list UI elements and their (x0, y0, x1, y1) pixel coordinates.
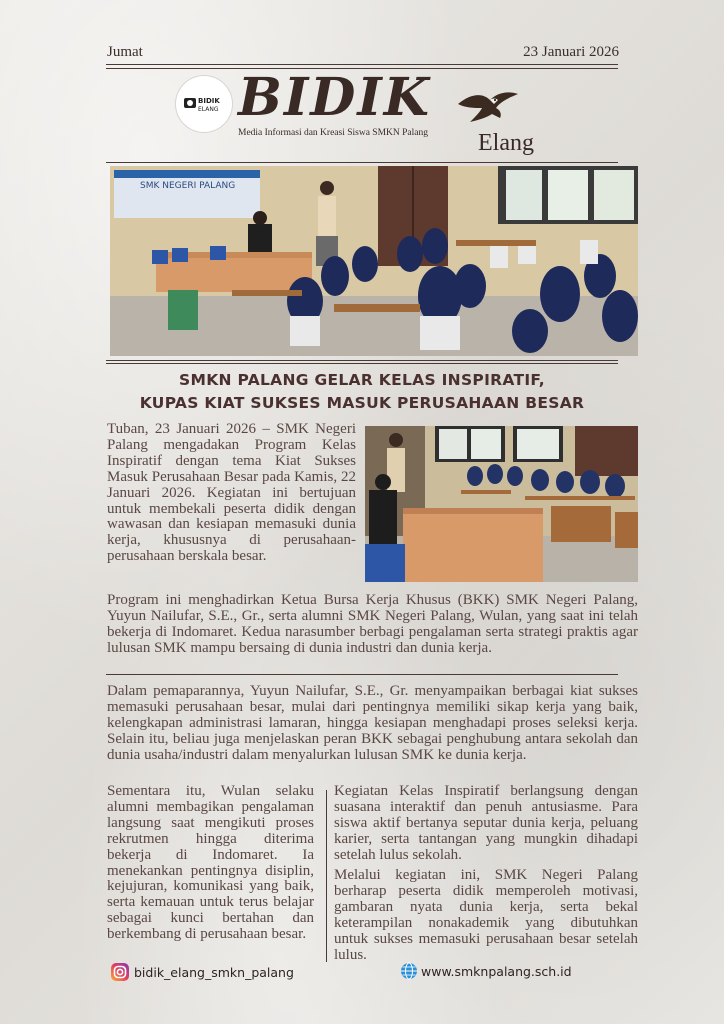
article-paragraph-6: Melalui kegiatan ini, SMK Negeri Palang berharap peserta didik memperoleh motivasi, gambaran nyata dunia kerja, serta bekal keterampilan nonakademik yang dibutuhkan untuk sukses memasuki perusahaan besar setelah lulus. (334, 867, 638, 963)
headline-line-2: KUPAS KIAT SUKSES MASUK PERUSAHAAN BESAR (139, 394, 585, 412)
article-paragraph-3: Dalam pemaparannya, Yuyun Nailufar, S.E., Gr. menyampaikan berbagai kiat sukses memasuki perusahaan besar, mulai dari pentingnya memiliki sikap kerja yang baik, kelengkapan administrasi lamaran, hingga kesiapan menghadapi proses seleksi kerja. Selain itu, beliau juga menjelaskan peran BKK sebagai penghubung antara sekolah dan dunia usaha/industri dalam menyalurkan lulusan SMK ke dunia kerja. (107, 683, 638, 763)
article-paragraph-4: Sementara itu, Wulan selaku alumni membagikan pengalaman langsung saat mengikuti proses rekrutmen hingga diterima bekerja di Indomaret. Ia menekankan pentingnya disiplin, kejujuran, komunikasi yang baik, serta kemauan untuk terus belajar sebagai kunci bertahan dan berkembang di perusahaan besar. (107, 783, 314, 943)
logo-emblem-icon (182, 92, 226, 116)
classroom-photo-image (110, 166, 638, 356)
classroom-photo-2-image (365, 426, 638, 582)
footer-instagram[interactable] (110, 962, 294, 982)
masthead-subtitle: Elang (478, 130, 534, 156)
instagram-icon (110, 962, 130, 982)
footer-website[interactable] (400, 962, 572, 980)
photo-rule-1 (106, 360, 618, 361)
school-logo (176, 76, 232, 132)
issue-day: Jumat (107, 44, 143, 60)
section-rule (106, 674, 618, 675)
secondary-photo (365, 426, 638, 582)
headline-line-1: SMKN PALANG GELAR KELAS INSPIRATIF, (179, 371, 545, 389)
article-paragraph-5: Kegiatan Kelas Inspiratif berlangsung dengan suasana interaktif dan penuh antusiasme. Para siswa aktif bertanya seputar dunia kerja, peluang karier, serta tantangan yang mungkin dihadapi setelah lulus sekolah. (334, 783, 638, 863)
masthead-tagline: Media Informasi dan Kreasi Siswa SMKN Palang (238, 128, 428, 138)
eagle-icon (456, 88, 520, 132)
globe-icon (400, 962, 418, 980)
website-url[interactable]: www.smknpalang.sch.id (421, 963, 572, 979)
banner-text: SMK NEGERI PALANG (140, 181, 236, 191)
main-photo (110, 166, 638, 356)
instagram-handle[interactable]: bidik_elang_smkn_palang (134, 964, 294, 980)
masthead-title: BIDIK (238, 67, 431, 128)
issue-date: 23 Januari 2026 (523, 44, 619, 60)
header-rule-top (106, 64, 618, 65)
svg-text:BIDIK: BIDIK (198, 97, 220, 105)
photo-rule-2 (106, 363, 618, 364)
article-headline (106, 369, 618, 415)
svg-text:ELANG: ELANG (198, 106, 219, 113)
article-paragraph-1: Tuban, 23 Januari 2026 – SMK Negeri Palang mengadakan Program Kelas Inspiratif dengan tema Kiat Sukses Masuk Perusahaan Besar pada Kamis, 22 Januari 2026. Kegiatan ini bertujuan untuk membekali peserta didik dengan wawasan dan kesiapan memasuki dunia kerja, khususnya di perusahaan-perusahaan berskala besar. (107, 421, 356, 565)
column-divider (326, 790, 327, 962)
masthead-rule (106, 162, 618, 163)
article-paragraph-2: Program ini menghadirkan Ketua Bursa Kerja Khusus (BKK) SMK Negeri Palang, Yuyun Nailufar, S.E., Gr., serta alumni SMK Negeri Palang, Wulan, yang saat ini telah bekerja di Indomaret. Kedua narasumber berbagi pengalaman serta strategi praktis agar lulusan SMK mampu bersaing di dunia industri dan dunia kerja. (107, 592, 638, 656)
